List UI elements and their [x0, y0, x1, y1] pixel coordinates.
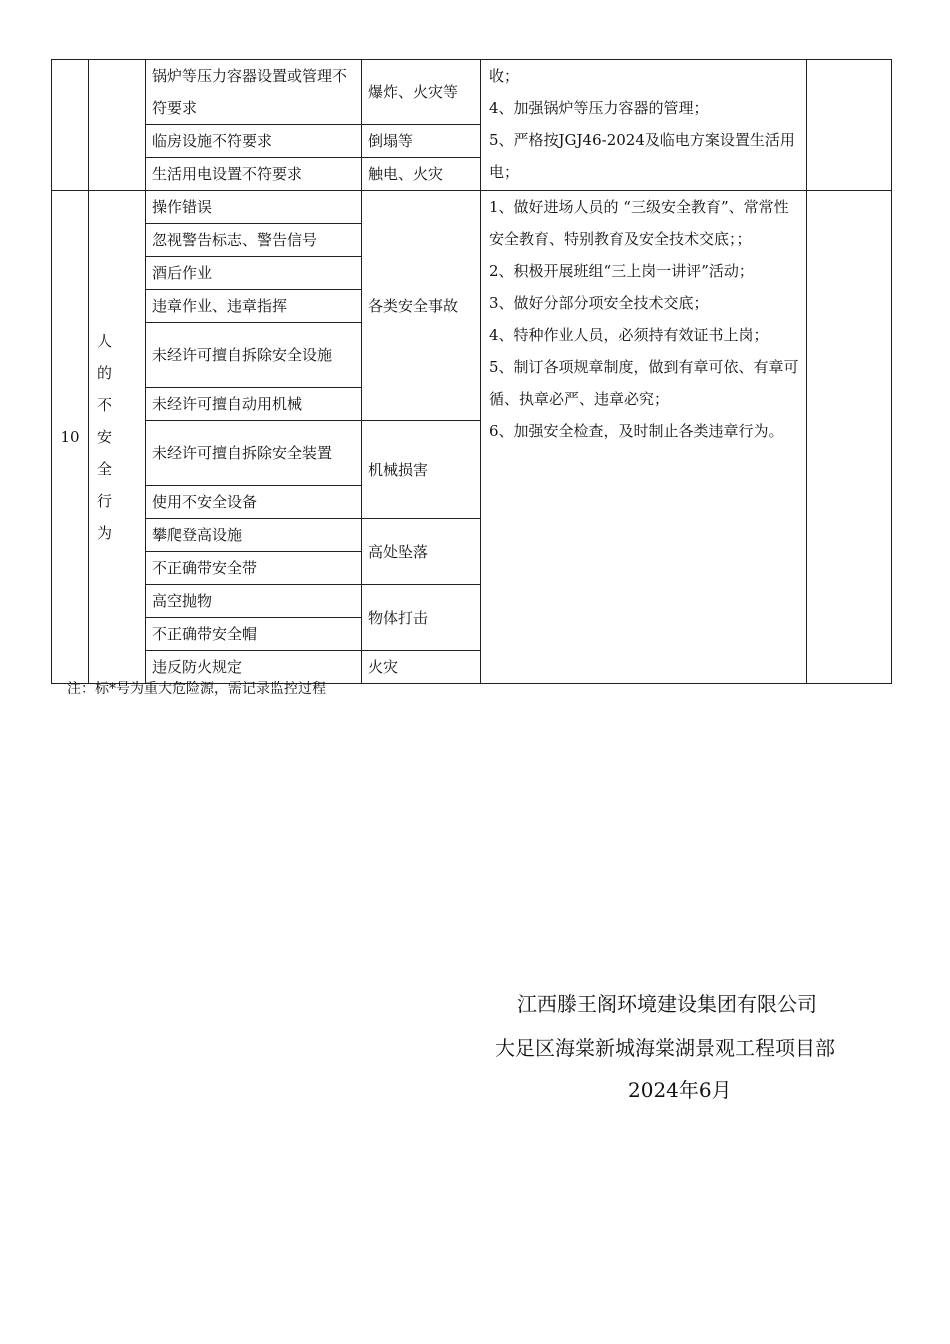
hazard-cell: 攀爬登高设施	[146, 519, 362, 552]
hazard-cell: 操作错误	[146, 191, 362, 224]
hazard-cell: 违章作业、违章指挥	[146, 290, 362, 323]
consequence-cell: 高处坠落	[362, 519, 481, 585]
hazard-cell: 违反防火规定	[146, 651, 362, 684]
hazard-cell: 高空抛物	[146, 585, 362, 618]
measure-line: 4、特种作业人员，必须持有效证书上岗；	[489, 326, 769, 344]
hazard-cell: 不正确带安全带	[146, 552, 362, 585]
consequence-cell: 机械损害	[362, 421, 481, 519]
hazard-cell: 不正确带安全帽	[146, 618, 362, 651]
category-cell	[89, 191, 146, 684]
measure-line: 1、做好进场人员的 “三级安全教育”、常常性安全教育、特别教育及安全技术交底；；	[489, 198, 789, 248]
hazard-cell: 生活用电设置不符要求	[146, 158, 362, 191]
category-cell-empty	[89, 60, 146, 191]
consequence-cell: 倒塌等	[362, 125, 481, 158]
risk-table	[51, 59, 892, 684]
table-row	[52, 60, 892, 125]
hazard-cell: 未经许可擅自动用机械	[146, 388, 362, 421]
project-department: 大足区海棠新城海棠湖景观工程项目部	[495, 1036, 835, 1060]
company-name: 江西滕王阁环境建设集团有限公司	[517, 992, 817, 1016]
measure-line: 收；	[489, 67, 520, 85]
remarks-cell	[807, 60, 892, 191]
hazard-cell: 锅炉等压力容器设置或管理不符要求	[146, 60, 362, 125]
measure-line: 6、加强安全检查，及时制止各类违章行为。	[489, 422, 784, 440]
measures-cell	[481, 191, 807, 684]
hazard-cell: 使用不安全设备	[146, 486, 362, 519]
hazard-cell: 酒后作业	[146, 257, 362, 290]
measure-line: 5、严格按JGJ46-2024及临电方案设置生活用电；	[489, 131, 795, 181]
hazard-cell: 忽视警告标志、警告信号	[146, 224, 362, 257]
row-number: 10	[52, 191, 89, 684]
hazard-cell: 未经许可擅自拆除安全设施	[146, 323, 362, 388]
measures-cell	[481, 60, 807, 191]
document-date: 2024年6月	[628, 1078, 732, 1102]
consequence-cell: 爆炸、火灾等	[362, 60, 481, 125]
table-row	[52, 191, 892, 224]
remarks-cell	[807, 191, 892, 684]
measure-line: 4、加强锅炉等压力容器的管理；	[489, 99, 709, 117]
measure-line: 5、制订各项规章制度，做到有章可依、有章可循、执章必严、违章必究；	[489, 358, 799, 408]
consequence-cell: 触电、火灾	[362, 158, 481, 191]
consequence-cell: 物体打击	[362, 585, 481, 651]
hazard-cell: 临房设施不符要求	[146, 125, 362, 158]
consequence-cell: 各类安全事故	[362, 191, 481, 421]
number-cell-empty	[52, 60, 89, 191]
measure-line: 3、做好分部分项安全技术交底；	[489, 294, 709, 312]
table-note: 注：标*号为重大危险源，需记录监控过程	[67, 681, 326, 697]
measure-line: 2、积极开展班组“三上岗一讲评”活动；	[489, 262, 754, 280]
category-text: 人的不安全行为	[97, 332, 121, 542]
consequence-cell: 火灾	[362, 651, 481, 684]
hazard-cell: 未经许可擅自拆除安全装置	[146, 421, 362, 486]
